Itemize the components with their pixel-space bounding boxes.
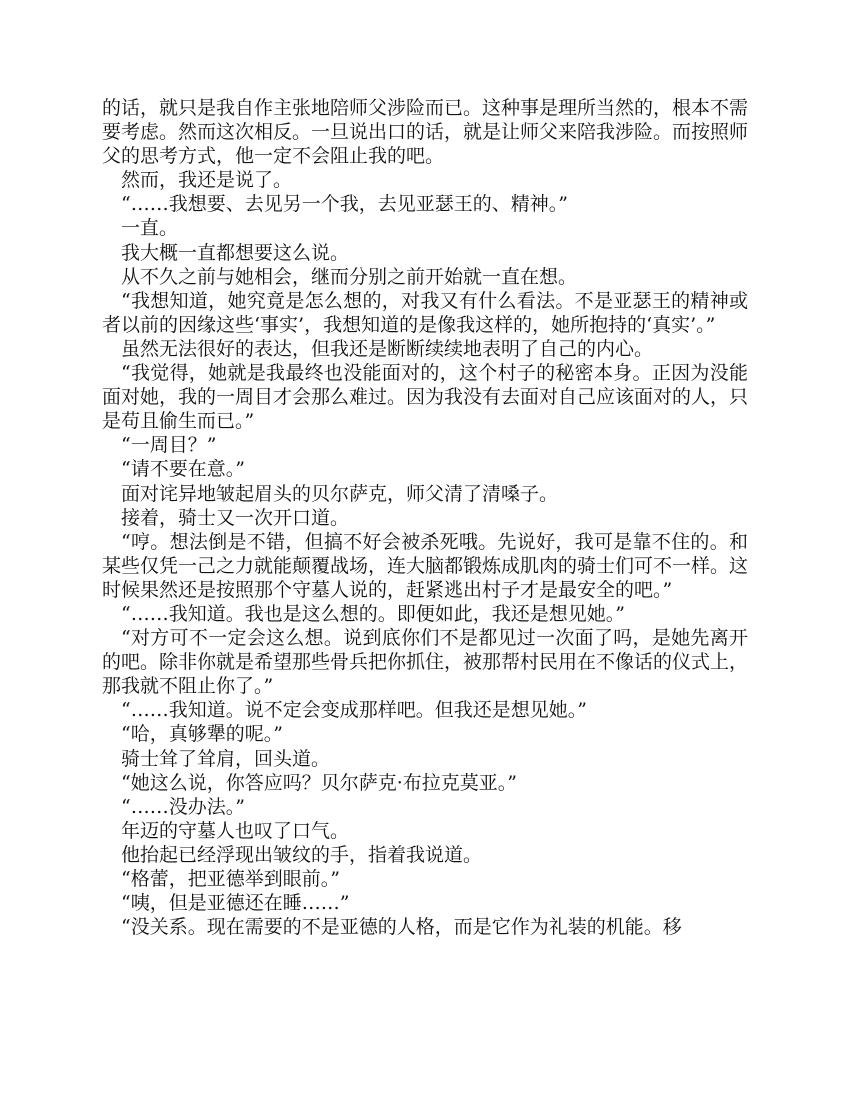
paragraph: “请不要在意。” <box>121 458 245 481</box>
paragraph: “……没办法。” <box>121 795 245 818</box>
paragraph: 他抬起已经浮现出皱纹的手，指着我说道。 <box>121 843 483 866</box>
paragraph: 面对诧异地皱起眉头的贝尔萨克，师父清了清嗓子。 <box>121 482 559 505</box>
paragraph: “我想知道，她究竟是怎么想的，对我又有什么看法。不是亚瑟王的精神或者以前的因缘这些‘事实’，我想知道的是像我这样的，她所抱持的‘真实’。” <box>102 289 748 336</box>
paragraph: “没关系。现在需要的不是亚德的人格，而是它作为礼装的机能。移 <box>121 916 682 939</box>
paragraph: 从不久之前与她相会，继而分别之前开始就一直在想。 <box>121 265 578 288</box>
paragraph: 骑士耸了耸肩，回头道。 <box>121 747 331 770</box>
paragraph: “我觉得，她就是我最终也没能面对的，这个村子的秘密本身。正因为没能面对她，我的一周目才会那么难过。因为我没有去面对自己应该面对的人，只是苟且偷生而已。” <box>102 362 749 433</box>
paragraph: “她这么说，你答应吗？贝尔萨克·布拉克莫亚。” <box>121 771 517 794</box>
paragraph: “哼。想法倒是不错，但搞不好会被杀死哦。先说好，我可是靠不住的。和某些仅凭一己之力就能颠覆战场，连大脑都锻炼成肌肉的骑士们可不一样。这时候果然还是按照那个守墓人说的，赶紧逃出村子才是最安全的吧。” <box>102 530 749 601</box>
paragraph: 年迈的守墓人也叹了口气。 <box>121 819 350 842</box>
paragraph: “……我想要、去见另一个我，去见亚瑟王的、精神。” <box>121 193 568 216</box>
paragraph: “格蕾，把亚德举到眼前。” <box>121 868 340 890</box>
paragraph: 然而，我还是说了。 <box>121 169 293 192</box>
paragraph: “哈，真够犟的呢。” <box>121 723 283 746</box>
paragraph: “咦，但是亚德还在睡……” <box>121 892 350 915</box>
paragraph: 我大概一直都想要这么说。 <box>121 241 350 264</box>
document-page <box>102 96 748 939</box>
paragraph: 的话，就只是我自作主张地陪师父涉险而已。这种事是理所当然的，根本不需要考虑。然而这次相反。一旦说出口的话，就是让师父来陪我涉险。而按照师父的思考方式，他一定不会阻止我的吧。 <box>102 97 749 168</box>
paragraph: 接着，骑士又一次开口道。 <box>121 506 350 529</box>
paragraph: 虽然无法很好的表达，但我还是断断续续地表明了自己的内心。 <box>121 337 654 360</box>
paragraph: 一直。 <box>121 217 179 240</box>
paragraph: “……我知道。我也是这么想的。即便如此，我还是想见她。” <box>121 602 625 625</box>
paragraph: “一周目？” <box>121 434 217 457</box>
paragraph: “对方可不一定会这么想。说到底你们不是都见过一次面了吗，是她先离开的吧。除非你就是希望那些骨兵把你抓住，被那帮村民用在不像话的仪式上，那我就不阻止你了。” <box>102 627 749 698</box>
paragraph: “……我知道。说不定会变成那样吧。但我还是想见她。” <box>121 699 587 722</box>
